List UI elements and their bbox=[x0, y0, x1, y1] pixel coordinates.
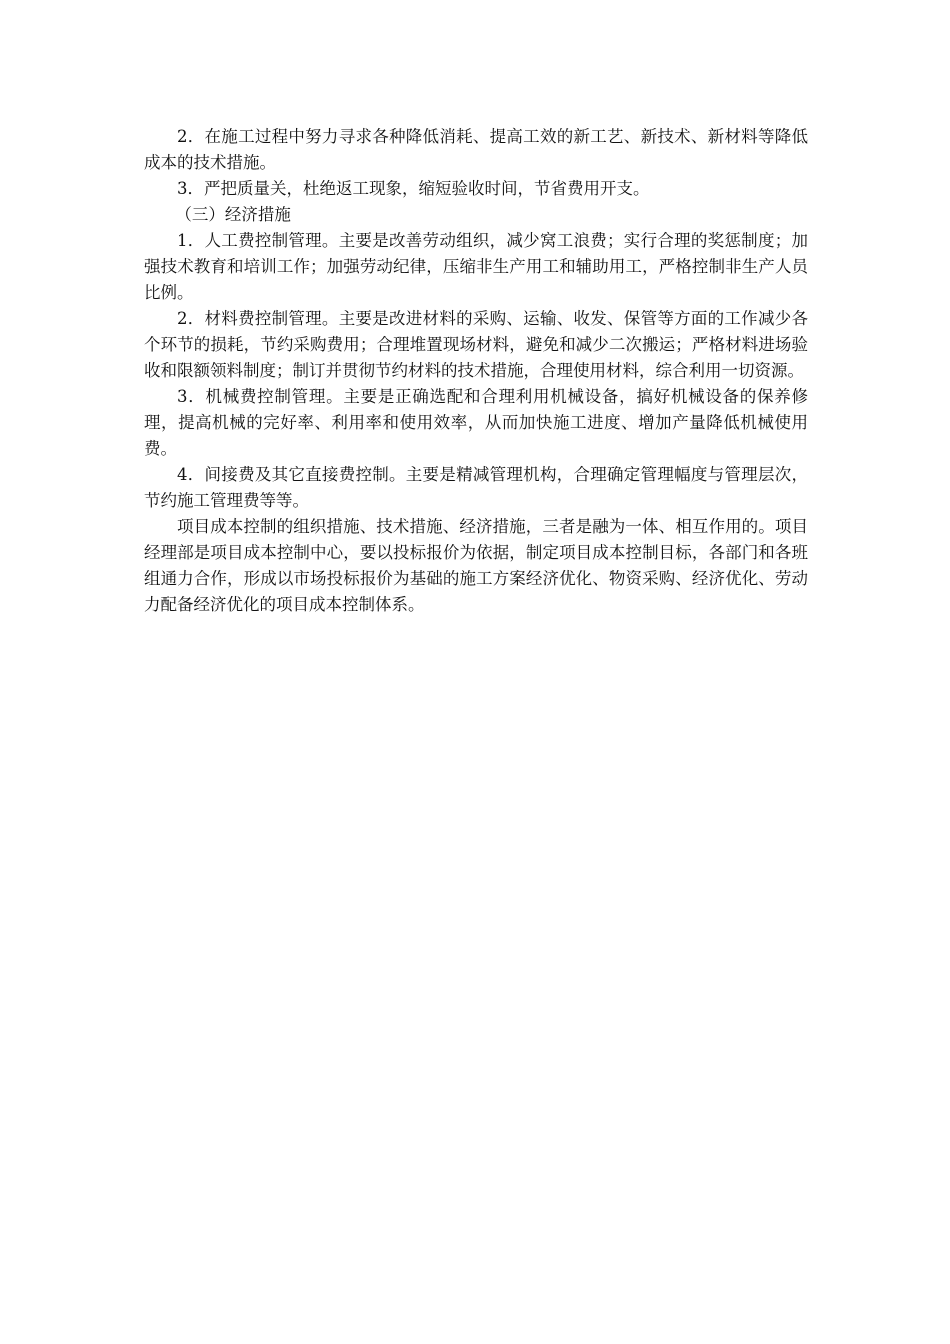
paragraph-tech-measure-3: 3．严把质量关，杜绝返工现象，缩短验收时间，节省费用开支。 bbox=[177, 179, 650, 198]
paragraph-summary: 项目成本控制的组织措施、技术措施、经济措施，三者是融为一体、相互作用的。项目经理部是项目成本控制中心，要以投标报价为依据，制定项目成本控制目标，各部门和各班组通力合作，形成以市场投标报价为基础的施工方案经济优化、物资采购、经济优化、劳动力配备经济优化的项目成本控制体系。 bbox=[144, 517, 808, 614]
paragraph-tech-measure-2: 2．在施工过程中努力寻求各种降低消耗、提高工效的新工艺、新技术、新材料等降低成本的技术措施。 bbox=[144, 127, 808, 172]
section-heading-economic-measures: （三）经济措施 bbox=[175, 205, 291, 224]
paragraph-machinery-cost-control: 3．机械费控制管理。主要是正确选配和合理利用机械设备，搞好机械设备的保养修理，提高机械的完好率、利用率和使用效率，从而加快施工进度、增加产量降低机械使用费。 bbox=[144, 387, 808, 458]
paragraph-material-cost-control: 2．材料费控制管理。主要是改进材料的采购、运输、收发、保管等方面的工作减少各个环节的损耗，节约采购费用；合理堆置现场材料，避免和减少二次搬运；严格材料进场验收和限额领料制度；制订并贯彻节约材料的技术措施，合理使用材料，综合利用一切资源。 bbox=[144, 309, 808, 380]
paragraph-indirect-cost-control: 4．间接费及其它直接费控制。主要是精减管理机构，合理确定管理幅度与管理层次，节约施工管理费等等。 bbox=[144, 465, 808, 510]
paragraph-labor-cost-control: 1．人工费控制管理。主要是改善劳动组织，减少窝工浪费；实行合理的奖惩制度；加强技术教育和培训工作；加强劳动纪律，压缩非生产用工和辅助用工，严格控制非生产人员比例。 bbox=[144, 231, 808, 302]
document-body bbox=[144, 124, 808, 618]
